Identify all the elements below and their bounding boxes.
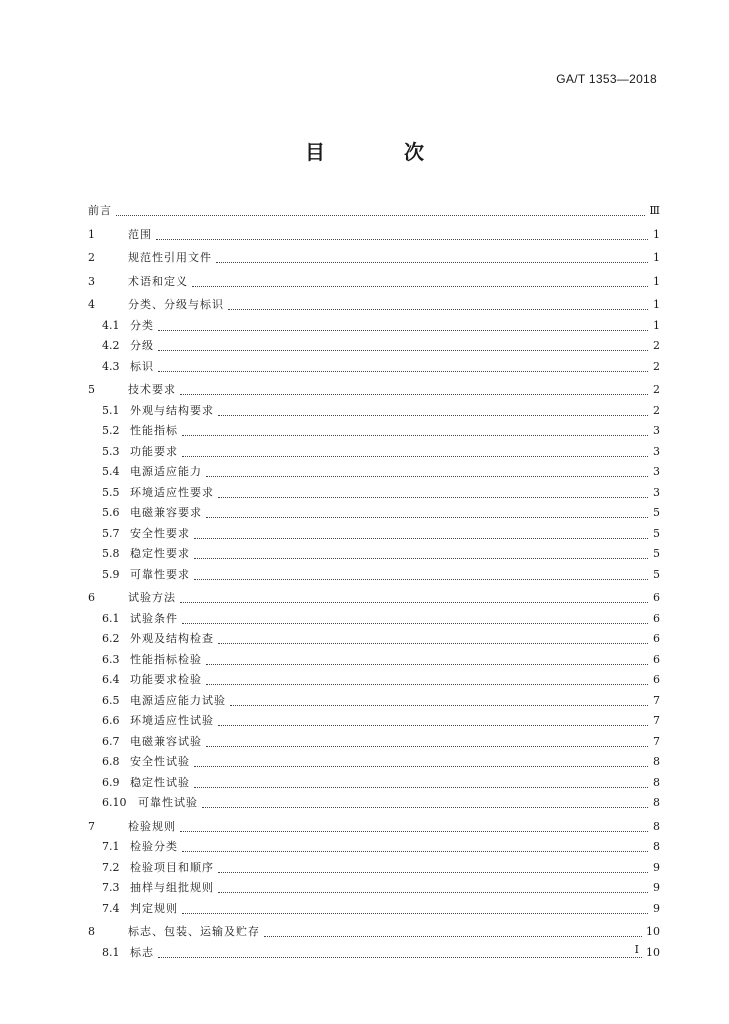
toc-entry-title: 标志 [130, 945, 154, 959]
toc-entry-page: 8 [653, 796, 660, 809]
toc-entry[interactable] [88, 483, 660, 504]
toc-entry-page: 8 [653, 840, 660, 853]
toc-entry[interactable] [88, 295, 660, 316]
toc-entry-title: 电源适应能力试验 [130, 693, 226, 707]
toc-entry-number: 5.9 [102, 567, 120, 581]
toc-dot-leader [206, 732, 648, 747]
toc-entry-title: 外观与结构要求 [130, 403, 214, 417]
toc-dot-leader [116, 201, 645, 216]
toc-entry[interactable] [88, 793, 660, 814]
toc-dot-leader [182, 609, 648, 624]
toc-entry[interactable] [88, 201, 660, 222]
toc-dot-leader [180, 817, 648, 832]
toc-dot-leader [228, 295, 648, 310]
toc-entry-page: 1 [653, 298, 660, 311]
toc-dot-leader [206, 462, 648, 477]
toc-entry-number: 8 [88, 925, 95, 938]
toc-entry-title: 分级 [130, 339, 154, 352]
toc-dot-leader [192, 272, 648, 287]
toc-entry-page: 5 [653, 567, 660, 581]
toc-dot-leader [182, 837, 648, 852]
toc-dot-leader [180, 380, 648, 395]
toc-entry-title: 抽样与组批规则 [130, 881, 214, 894]
toc-entry-page: 2 [653, 339, 660, 352]
toc-entry[interactable] [88, 380, 660, 401]
toc-entry-title: 检验规则 [128, 819, 176, 833]
toc-entry[interactable] [88, 922, 660, 943]
toc-entry-number: 4.1 [102, 318, 120, 332]
toc-entry-title: 试验方法 [128, 591, 176, 604]
toc-entry-page: 7 [653, 693, 660, 707]
toc-entry[interactable] [88, 837, 660, 858]
toc-entry[interactable] [88, 817, 660, 838]
toc-entry-number: 7 [88, 819, 95, 833]
toc-entry-title: 术语和定义 [128, 274, 188, 288]
toc-entry-page: 8 [653, 775, 660, 789]
toc-entry-title: 规范性引用文件 [128, 251, 212, 264]
toc-entry-number: 1 [88, 227, 95, 241]
toc-entry-title: 试验条件 [130, 611, 178, 625]
toc-entry[interactable] [88, 773, 660, 794]
toc-entry-number: 7.2 [102, 860, 120, 874]
toc-entry-page: 5 [653, 506, 660, 519]
toc-entry[interactable] [88, 711, 660, 732]
toc-entry[interactable] [88, 316, 660, 337]
toc-entry-number: 6.6 [102, 714, 120, 727]
toc-entry-page: 6 [653, 591, 660, 604]
toc-entry[interactable] [88, 732, 660, 753]
toc-dot-leader [158, 357, 648, 372]
toc-dot-leader [158, 943, 642, 958]
toc-dot-leader [206, 650, 648, 665]
toc-dot-leader [182, 899, 648, 914]
toc-entry-number: 6.9 [102, 775, 120, 789]
toc-entry-page: 5 [653, 547, 660, 560]
toc-entry-number: 6.3 [102, 652, 120, 666]
toc-entry-page: 9 [653, 860, 660, 874]
toc-entry-page: 1 [653, 251, 660, 264]
toc-entry-title: 外观及结构检查 [130, 632, 214, 645]
toc-entry[interactable] [88, 609, 660, 630]
toc-entry-number: 6.5 [102, 693, 120, 707]
toc-entry[interactable] [88, 565, 660, 586]
toc-entry-page: 3 [653, 444, 660, 458]
toc-entry[interactable] [88, 629, 660, 650]
toc-dot-leader [194, 544, 648, 559]
toc-entry[interactable] [88, 650, 660, 671]
toc-entry-page: 2 [653, 383, 660, 396]
toc-entry[interactable] [88, 336, 660, 357]
toc-entry-title: 检验分类 [130, 840, 178, 853]
document-code: GA/T 1353—2018 [556, 72, 657, 86]
toc-entry-number: 6 [88, 591, 95, 604]
toc-entry-page: 8 [653, 755, 660, 768]
toc-entry-page: 1 [653, 318, 660, 332]
toc-entry-title: 功能要求检验 [130, 673, 202, 686]
toc-entry-title: 范围 [128, 227, 152, 241]
toc-entry-number: 4.3 [102, 359, 120, 373]
toc-entry-page: 6 [653, 611, 660, 625]
toc-entry-title: 电磁兼容试验 [130, 734, 202, 748]
toc-entry[interactable] [88, 462, 660, 483]
toc-dot-leader [182, 442, 648, 457]
toc-entry-number: 5.3 [102, 444, 120, 458]
toc-entry[interactable] [88, 401, 660, 422]
toc-dot-leader [218, 401, 648, 416]
toc-entry-title: 电源适应能力 [130, 465, 202, 478]
toc-entry[interactable] [88, 225, 660, 246]
toc-entry-number: 6.10 [102, 796, 127, 809]
toc-entry-number: 5.2 [102, 424, 120, 437]
toc-dot-leader [230, 691, 648, 706]
page-number: Ⅰ [634, 943, 639, 956]
toc-entry[interactable] [88, 858, 660, 879]
toc-entry-number: 5.8 [102, 547, 120, 560]
toc-entry-title: 分类、分级与标识 [128, 298, 224, 311]
toc-entry-page: 10 [646, 945, 660, 959]
toc-entry-title: 功能要求 [130, 444, 178, 458]
toc-entry[interactable] [88, 544, 660, 565]
toc-entry-title: 环境适应性要求 [130, 485, 214, 499]
toc-entry-page: 3 [653, 424, 660, 437]
toc-entry-number: 2 [88, 251, 95, 264]
toc-entry-page: 8 [653, 819, 660, 833]
toc-entry[interactable] [88, 670, 660, 691]
toc-entry-page: 6 [653, 652, 660, 666]
toc-dot-leader [264, 922, 642, 937]
toc-entry-number: 4.2 [102, 339, 120, 352]
toc-entry-number: 7.1 [102, 840, 120, 853]
toc-entry-title: 可靠性要求 [130, 567, 190, 581]
toc-entry-number: 3 [88, 274, 95, 288]
toc-entry-page: 2 [653, 403, 660, 417]
toc-entry-number: 5.1 [102, 403, 120, 417]
toc-dot-leader [218, 629, 648, 644]
toc-entry-title: 安全性要求 [130, 526, 190, 540]
toc-entry-title: 标志、包装、运输及贮存 [128, 925, 260, 938]
toc-entry-title: 分类 [130, 318, 154, 332]
toc-dot-leader [218, 858, 648, 873]
toc-dot-leader [218, 711, 648, 726]
toc-dot-leader [158, 316, 648, 331]
toc-dot-leader [206, 670, 648, 685]
toc-dot-leader [218, 878, 648, 893]
toc-entry-number: 6.4 [102, 673, 120, 686]
toc-entry[interactable] [88, 248, 660, 269]
toc-entry-page: 9 [653, 881, 660, 894]
toc-entry-title: 安全性试验 [130, 755, 190, 768]
toc-entry-number: 7.4 [102, 901, 120, 915]
toc-entry-page: 7 [653, 714, 660, 727]
toc-entry[interactable] [88, 588, 660, 609]
toc-title: 目 次 [305, 140, 460, 164]
toc-entry-page: 10 [646, 925, 660, 938]
toc-entry-page: 6 [653, 632, 660, 645]
toc-entry[interactable] [88, 272, 660, 293]
table-of-contents [88, 198, 660, 963]
toc-entry[interactable] [88, 357, 660, 378]
toc-dot-leader [156, 225, 648, 240]
toc-dot-leader [194, 565, 648, 580]
toc-entry-number: 6.2 [102, 632, 120, 645]
toc-entry[interactable] [88, 878, 660, 899]
toc-entry-number: 5.7 [102, 526, 120, 540]
toc-entry-page: 1 [653, 227, 660, 241]
toc-entry-title: 性能指标 [130, 424, 178, 437]
toc-entry[interactable] [88, 943, 660, 964]
toc-entry-title: 电磁兼容要求 [130, 506, 202, 519]
toc-entry-page: Ⅲ [649, 204, 660, 217]
toc-entry-page: 3 [653, 465, 660, 478]
toc-entry-number: 7.3 [102, 881, 120, 894]
toc-dot-leader [158, 336, 648, 351]
toc-entry-number: 4 [88, 298, 95, 311]
toc-entry-title: 性能指标检验 [130, 652, 202, 666]
toc-entry-page: 9 [653, 901, 660, 915]
toc-entry-number: 6.8 [102, 755, 120, 768]
toc-entry-page: 5 [653, 526, 660, 540]
toc-entry-title: 标识 [130, 359, 154, 373]
toc-entry-page: 2 [653, 359, 660, 373]
toc-dot-leader [182, 421, 648, 436]
toc-entry-title: 稳定性要求 [130, 547, 190, 560]
toc-entry-title: 环境适应性试验 [130, 714, 214, 727]
toc-entry-number: 6.7 [102, 734, 120, 748]
toc-entry[interactable] [88, 503, 660, 524]
toc-dot-leader [202, 793, 648, 808]
toc-entry-number: 5.4 [102, 465, 120, 478]
toc-entry[interactable] [88, 421, 660, 442]
toc-entry[interactable] [88, 899, 660, 920]
toc-entry-title: 检验项目和顺序 [130, 860, 214, 874]
toc-entry-number: 6.1 [102, 611, 120, 625]
toc-entry[interactable] [88, 442, 660, 463]
toc-entry-number: 5.6 [102, 506, 120, 519]
toc-entry-number: 5 [88, 383, 95, 396]
toc-entry-page: 7 [653, 734, 660, 748]
toc-entry-number: 5.5 [102, 485, 120, 499]
toc-dot-leader [194, 773, 648, 788]
toc-entry-title: 技术要求 [128, 383, 176, 396]
toc-entry[interactable] [88, 752, 660, 773]
toc-dot-leader [194, 524, 648, 539]
toc-entry[interactable] [88, 691, 660, 712]
toc-entry-title: 判定规则 [130, 901, 178, 915]
toc-entry-title: 前言 [88, 204, 112, 217]
toc-entry-number: 8.1 [102, 945, 120, 959]
toc-entry-page: 6 [653, 673, 660, 686]
toc-dot-leader [216, 248, 648, 263]
toc-dot-leader [180, 588, 648, 603]
toc-entry[interactable] [88, 524, 660, 545]
toc-dot-leader [218, 483, 648, 498]
toc-entry-title: 可靠性试验 [138, 796, 198, 809]
toc-entry-title: 稳定性试验 [130, 775, 190, 789]
toc-entry-page: 1 [653, 274, 660, 288]
toc-dot-leader [206, 503, 648, 518]
toc-entry-page: 3 [653, 485, 660, 499]
toc-dot-leader [194, 752, 648, 767]
